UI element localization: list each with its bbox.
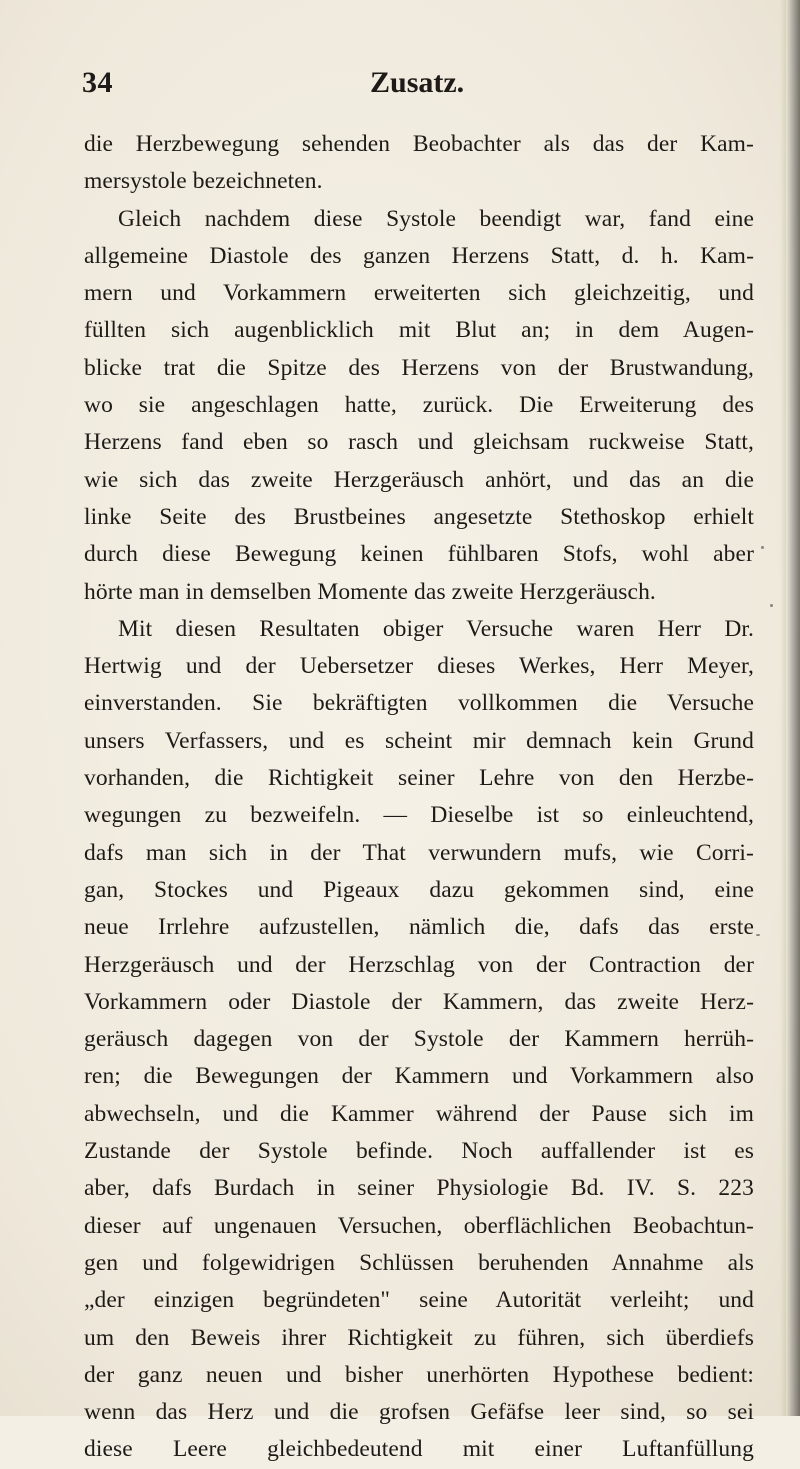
text-line: wenn das Herz und die grofsen Gefäfse leer sind, so sei — [84, 1399, 754, 1426]
text-line: geräusch dagegen von der Systole der Kammern herrüh- — [84, 1026, 754, 1053]
text-line: aber, dafs Burdach in seiner Physiologie Bd. IV. S. 223 — [84, 1175, 754, 1202]
page-number: 34 — [82, 66, 113, 99]
text-line: Gleich nachdem diese Systole beendigt war, fand eine — [118, 205, 754, 232]
text-line: dafs man sich in der That verwundern mufs, wie Corri- — [84, 839, 754, 866]
text-line: füllten sich augenblicklich mit Blut an; in dem Augen- — [84, 317, 754, 344]
text-line: die Herzbewegung sehenden Beobachter als das der Kam- — [84, 131, 754, 157]
text-line: neue Irrlehre aufzustellen, nämlich die, dafs das erste — [84, 914, 754, 941]
text-line: ren; die Bewegungen der Kammern und Vorkammern also — [84, 1063, 754, 1090]
text-line: wie sich das zweite Herzgeräusch anhört, und das an die — [84, 466, 754, 493]
text-line: unsers Verfassers, und es scheint mir demnach kein Grund — [84, 727, 754, 754]
margin-speck — [770, 604, 773, 607]
text-line: Mit diesen Resultaten obiger Versuche waren Herr Dr. — [118, 615, 754, 642]
margin-speck — [761, 546, 764, 549]
text-line: abwechseln, und die Kammer während der Pause sich im — [84, 1100, 754, 1127]
running-title: Zusatz. — [370, 66, 465, 99]
text-line: Hertwig und der Uebersetzer dieses Werkes, Herr Meyer, — [84, 653, 754, 680]
text-line: gen und folgewidrigen Schlüssen beruhenden Annahme als — [84, 1249, 754, 1276]
text-line: dieser auf ungenauen Versuchen, oberflächlichen Beobachtun- — [84, 1212, 754, 1239]
text-line: mersystole bezeichneten. — [84, 168, 323, 195]
text-line: diese Leere gleichbedeutend mit einer Luftanfüllung — [84, 1436, 754, 1463]
text-line: einverstanden. Sie bekräftigten vollkommen die Versuche — [84, 690, 754, 717]
text-line: Herzens fand eben so rasch und gleichsam ruckweise Statt, — [84, 429, 754, 456]
text-line: um den Beweis ihrer Richtigkeit zu führen, sich überdiefs — [84, 1324, 754, 1351]
text-line: „der einzigen begründeten" seine Autorität verleiht; und — [84, 1287, 754, 1314]
text-line: gan, Stockes und Pigeaux dazu gekommen sind, eine — [84, 876, 754, 903]
text-line: wo sie angeschlagen hatte, zurück. Die Erweiterung des — [84, 392, 754, 419]
page-header — [82, 66, 742, 110]
margin-speck — [756, 934, 760, 936]
text-line: blicke trat die Spitze des Herzens von der Brustwandung, — [84, 354, 754, 381]
text-line: Herzgeräusch und der Herzschlag von der Contraction der — [84, 951, 754, 978]
text-line: wegungen zu bezweifeln. — Dieselbe ist so einleuchtend, — [84, 802, 754, 829]
text-line: mern und Vorkammern erweiterten sich gleichzeitig, und — [84, 280, 754, 307]
text-line: Zustande der Systole befinde. Noch auffallender ist es — [84, 1138, 754, 1165]
body-text — [84, 126, 754, 1469]
text-line: durch diese Bewegung keinen fühlbaren Stofs, wohl aber — [84, 541, 754, 568]
text-line: allgemeine Diastole des ganzen Herzens Statt, d. h. Kam- — [84, 242, 754, 269]
text-line: der ganz neuen und bisher unerhörten Hypothese bedient: — [84, 1361, 754, 1388]
text-line: Vorkammern oder Diastole der Kammern, das zweite Herz- — [84, 988, 754, 1015]
text-line: hörte man in demselben Momente das zweite Herzgeräusch. — [84, 578, 656, 605]
text-line: vorhanden, die Richtigkeit seiner Lehre von den Herzbe- — [84, 765, 754, 792]
text-line: linke Seite des Brustbeines angesetzte Stethoskop erhielt — [84, 503, 754, 530]
page-edge-shadow — [786, 0, 800, 1416]
